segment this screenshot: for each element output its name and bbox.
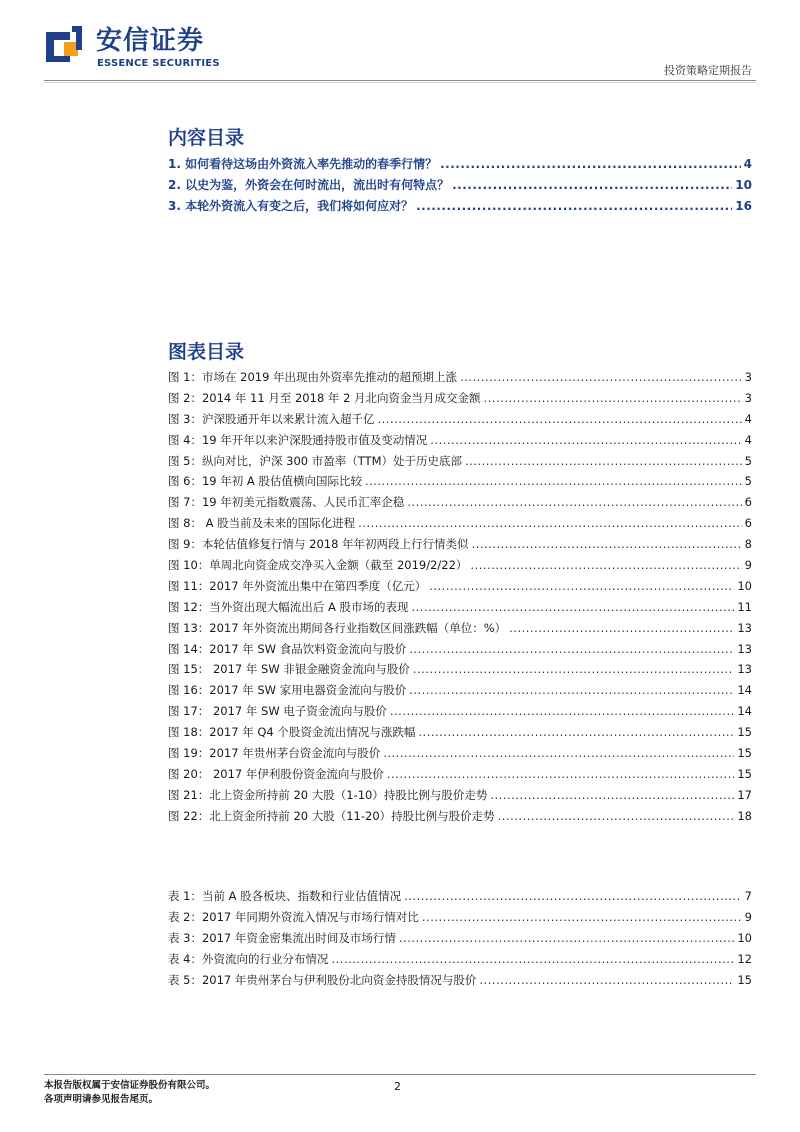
dot-leader bbox=[387, 764, 734, 785]
figure-entry-label: 图 21：北上资金所持前 20 大股（1-10）持股比例与股价走势 bbox=[168, 787, 488, 802]
dot-leader bbox=[409, 680, 734, 701]
figure-entry[interactable] bbox=[168, 764, 752, 785]
brand-name-cn: 安信证券 bbox=[96, 26, 205, 56]
figure-entry[interactable] bbox=[168, 722, 752, 743]
figure-entry-label: 图 19：2017 年贵州茅台资金流向与股价 bbox=[168, 746, 381, 761]
dot-leader bbox=[430, 430, 741, 451]
figure-entry[interactable] bbox=[168, 513, 752, 534]
dot-leader bbox=[509, 618, 734, 639]
figure-entry-label: 图 18：2017 年 Q4 个股资金流出情况与涨跌幅 bbox=[168, 725, 416, 740]
table-entry[interactable] bbox=[168, 928, 752, 949]
figure-entry-page: 13 bbox=[737, 620, 752, 635]
dot-leader bbox=[452, 175, 732, 196]
figure-entry-page: 14 bbox=[737, 704, 752, 719]
dot-leader bbox=[383, 743, 734, 764]
contents-entry[interactable] bbox=[168, 196, 752, 217]
table-entry-label: 表 4：外资流向的行业分布情况 bbox=[168, 951, 329, 966]
brand-name-en: ESSENCE SECURITIES bbox=[97, 58, 220, 69]
figure-entry-page: 8 bbox=[744, 537, 752, 552]
contents-entry-page: 4 bbox=[743, 157, 752, 171]
figure-entry[interactable] bbox=[168, 743, 752, 764]
dot-leader bbox=[440, 154, 741, 175]
figure-entry-page: 4 bbox=[744, 432, 752, 447]
dot-leader bbox=[404, 886, 742, 907]
figure-entry[interactable] bbox=[168, 555, 752, 576]
figure-entry[interactable] bbox=[168, 430, 752, 451]
figure-entry-label: 图 13：2017 年外资流出期间各行业指数区间涨跌幅（单位：%） bbox=[168, 620, 507, 635]
figure-entry-label: 图 2：2014 年 11 月至 2018 年 2 月北向资金当月成交金额 bbox=[168, 390, 481, 405]
contents-title: 内容目录 bbox=[168, 127, 245, 149]
contents-entry-page: 10 bbox=[735, 178, 752, 192]
figure-entry-label: 图 12：当外资出现大幅流出后 A 股市场的表现 bbox=[168, 599, 409, 614]
figure-entry[interactable] bbox=[168, 534, 752, 555]
table-entry-page: 9 bbox=[744, 909, 752, 924]
figure-entry-label: 图 17： 2017 年 SW 电子资金流向与股价 bbox=[168, 704, 387, 719]
figure-entry-label: 图 6：19 年初 A 股估值横向国际比较 bbox=[168, 474, 362, 489]
dot-leader bbox=[479, 970, 734, 991]
figure-entry-page: 4 bbox=[744, 411, 752, 426]
dot-leader bbox=[470, 555, 741, 576]
dot-leader bbox=[377, 409, 741, 430]
figure-entry-label: 图 15： 2017 年 SW 非银金融资金流向与股价 bbox=[168, 662, 410, 677]
figure-entry[interactable] bbox=[168, 639, 752, 660]
header-divider-secondary bbox=[44, 82, 756, 83]
figure-entry-page: 6 bbox=[744, 495, 752, 510]
dot-leader bbox=[358, 513, 742, 534]
figure-entry[interactable] bbox=[168, 367, 752, 388]
dot-leader bbox=[484, 388, 742, 409]
contents-entry[interactable] bbox=[168, 175, 752, 196]
figure-entry-page: 3 bbox=[744, 370, 752, 384]
dot-leader bbox=[422, 907, 742, 928]
dot-leader bbox=[365, 471, 742, 492]
figure-entry-label: 图 16：2017 年 SW 家用电器资金流向与股价 bbox=[168, 683, 407, 698]
dot-leader bbox=[490, 785, 734, 806]
contents-entry[interactable] bbox=[168, 154, 752, 175]
figure-entry[interactable] bbox=[168, 785, 752, 806]
essence-logo-icon bbox=[44, 24, 84, 64]
contents-entry-page: 16 bbox=[735, 199, 752, 213]
page-number: 2 bbox=[394, 1080, 401, 1093]
figure-entry[interactable] bbox=[168, 451, 752, 472]
figure-entry-page: 15 bbox=[737, 746, 752, 761]
table-entry-page: 7 bbox=[744, 889, 752, 903]
table-entry[interactable] bbox=[168, 970, 752, 991]
figure-entry-label: 图 3：沪深股通开年以来累计流入超千亿 bbox=[168, 411, 375, 426]
dot-leader bbox=[498, 806, 735, 827]
figure-entry[interactable] bbox=[168, 388, 752, 409]
figure-entry-page: 5 bbox=[744, 474, 752, 489]
figure-entry-label: 图 20： 2017 年伊利股份资金流向与股价 bbox=[168, 766, 384, 781]
contents-list bbox=[168, 154, 752, 217]
table-entry-page: 15 bbox=[737, 972, 752, 987]
figure-entry-label: 图 14：2017 年 SW 食品饮料资金流向与股价 bbox=[168, 641, 407, 656]
table-entry-label: 表 2：2017 年同期外资流入情况与市场行情对比 bbox=[168, 909, 419, 924]
figure-entry[interactable] bbox=[168, 576, 752, 597]
table-entry[interactable] bbox=[168, 949, 752, 970]
figure-entry-page: 6 bbox=[744, 516, 752, 531]
contents-entry-label: 2. 以史为鉴，外资会在何时流出，流出时有何特点？ bbox=[168, 178, 450, 192]
contents-entry-label: 1. 如何看待这场由外资流入率先推动的春季行情？ bbox=[168, 157, 438, 171]
figure-entry-page: 9 bbox=[744, 558, 752, 573]
table-entry[interactable] bbox=[168, 907, 752, 928]
figure-entry-label: 图 7：19 年初美元指数震荡、人民币汇率企稳 bbox=[168, 495, 405, 510]
figure-entry[interactable] bbox=[168, 680, 752, 701]
figure-entry-label: 图 8： A 股当前及未来的国际化进程 bbox=[168, 516, 356, 531]
figure-entry-page: 11 bbox=[737, 599, 752, 614]
figure-entry[interactable] bbox=[168, 659, 752, 680]
figure-entry-page: 17 bbox=[737, 787, 752, 802]
page-header bbox=[0, 0, 800, 82]
table-entry-label: 表 3：2017 年资金密集流出时间及市场行情 bbox=[168, 930, 396, 945]
table-entry-page: 10 bbox=[737, 930, 752, 945]
figure-entry-label: 图 11：2017 年外资流出集中在第四季度（亿元） bbox=[168, 578, 427, 593]
dot-leader bbox=[411, 597, 734, 618]
figure-entry-page: 10 bbox=[737, 578, 752, 593]
figure-entry-label: 图 22：北上资金所持前 20 大股（11-20）持股比例与股价走势 bbox=[168, 808, 495, 823]
figure-entry[interactable] bbox=[168, 409, 752, 430]
report-type-label: 投资策略定期报告 bbox=[664, 64, 752, 77]
dot-leader bbox=[418, 722, 734, 743]
figure-entry[interactable] bbox=[168, 471, 752, 492]
figure-entry[interactable] bbox=[168, 597, 752, 618]
figures-list bbox=[168, 367, 752, 827]
table-entry[interactable] bbox=[168, 886, 752, 907]
figure-entry-page: 13 bbox=[737, 641, 752, 656]
dot-leader bbox=[416, 196, 732, 217]
table-entry-page: 12 bbox=[737, 951, 752, 966]
dot-leader bbox=[429, 576, 734, 597]
figure-entry-page: 13 bbox=[737, 662, 752, 677]
figure-entry-page: 14 bbox=[737, 683, 752, 698]
figure-entry[interactable] bbox=[168, 618, 752, 639]
figure-entry-page: 15 bbox=[737, 725, 752, 740]
dot-leader bbox=[331, 949, 734, 970]
figure-entry-label: 图 4：19 年开年以来沪深股通持股市值及变动情况 bbox=[168, 432, 428, 447]
figure-entry-page: 5 bbox=[744, 453, 752, 468]
footer-divider bbox=[44, 1074, 756, 1075]
figure-entry-label: 图 1：市场在 2019 年出现由外资率先推动的超预期上涨 bbox=[168, 370, 458, 384]
table-entry-label: 表 5：2017 年贵州茅台与伊利股份北向资金持股情况与股价 bbox=[168, 972, 477, 987]
footer-copyright: 本报告版权属于安信证券股份有限公司。 bbox=[44, 1080, 216, 1091]
figure-entry-label: 图 5：纵向对比，沪深 300 市盈率（TTM）处于历史底部 bbox=[168, 453, 462, 468]
dot-leader bbox=[472, 534, 742, 555]
figure-entry[interactable] bbox=[168, 492, 752, 513]
header-divider bbox=[44, 80, 756, 81]
contents-entry-label: 3. 本轮外资流入有变之后，我们将如何应对？ bbox=[168, 199, 414, 213]
figure-entry-page: 18 bbox=[737, 808, 752, 823]
table-entry-label: 表 1：当前 A 股各板块、指数和行业估值情况 bbox=[168, 889, 402, 903]
figure-entry-page: 15 bbox=[737, 766, 752, 781]
figure-entry-page: 3 bbox=[744, 390, 752, 405]
footer-notice: 各项声明请参见报告尾页。 bbox=[44, 1094, 159, 1105]
figure-entry-label: 图 10：单周北向资金成交净买入金额（截至 2019/2/22） bbox=[168, 558, 468, 573]
dot-leader bbox=[413, 659, 735, 680]
figure-entry-label: 图 9：本轮估值修复行情与 2018 年年初两段上行行情类似 bbox=[168, 537, 469, 552]
tables-list bbox=[168, 886, 752, 990]
figure-entry[interactable] bbox=[168, 701, 752, 722]
dot-leader bbox=[399, 928, 734, 949]
dot-leader bbox=[407, 492, 741, 513]
figure-entry[interactable] bbox=[168, 806, 752, 827]
dot-leader bbox=[460, 367, 742, 388]
footer-disclaimer bbox=[44, 1079, 215, 1107]
dot-leader bbox=[465, 451, 742, 472]
dot-leader bbox=[390, 701, 735, 722]
dot-leader bbox=[409, 639, 734, 660]
figures-title: 图表目录 bbox=[168, 341, 245, 363]
